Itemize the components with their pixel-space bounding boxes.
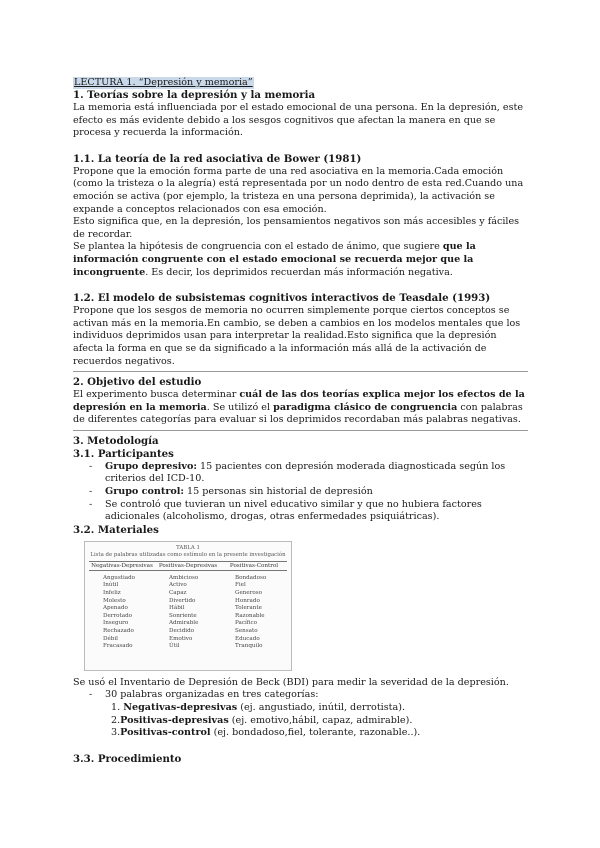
bdi-text: Se usó el Inventario de Depresión de Beck (BDI) para medir la severidad de la depresión. xyxy=(73,676,509,688)
list-item: - 30 palabras organizadas en tres categorías: xyxy=(89,689,319,701)
hypothesis-highlight: que la información congruente con el estado emocional se recuerda mejor que la incongruente xyxy=(73,241,476,278)
section-1-1-heading: 1.1. La teoría de la red asociativa de Bower (1981) xyxy=(73,152,362,165)
table-cell: Apenado xyxy=(103,605,128,612)
table-cell: Ambicioso xyxy=(169,574,199,581)
table-header: Positivas-Control xyxy=(229,562,279,569)
category-item: 3.Positivas-control (ej. bondadoso,fiel, tolerante, razonable..). xyxy=(111,727,421,739)
table-cell: Pacífico xyxy=(235,620,258,627)
section-3-1-heading: 3.1. Participantes xyxy=(73,447,174,460)
table-cell: Tolerante xyxy=(235,605,262,612)
table-cell: Emotivo xyxy=(169,635,193,642)
table-cell: Útil xyxy=(169,643,180,650)
table-header: Negativas-Depresivas xyxy=(91,562,153,569)
category-list xyxy=(73,702,528,740)
table-cell: Infeliz xyxy=(103,590,121,597)
table-cell: Bondadoso xyxy=(235,574,267,581)
table-subcaption: Lista de palabras utilizadas como estímulo en la presente investigación xyxy=(90,551,286,558)
table-body xyxy=(89,575,287,651)
divider xyxy=(73,430,528,431)
section-1-heading: 1. Teorías sobre la depresión y la memoria xyxy=(73,89,316,101)
table-caption: TABLA 1 xyxy=(176,544,200,551)
divider xyxy=(73,371,528,372)
table-header-row xyxy=(89,561,287,571)
category-item: 1. Negativas-depresivas (ej. angustiado, inútil, derrotista). xyxy=(111,702,406,714)
section-2-body: El experimento busca determinar cuál de las dos teorías explica mejor los efectos de la depresión en la memoria. Se utilizó el paradigma clásico de congruencia con palabras de diferentes categorías para evaluar si los deprimidos recordaban más palabras negativas. xyxy=(73,389,525,426)
table-column xyxy=(89,575,155,651)
list-item: - Se controló que tuvieran un nivel educativo similar y que no hubiera factores adicionales (alcoholismo, drogas, otras enfermedades psiquiátricas). xyxy=(89,498,482,523)
table-cell: Generoso xyxy=(235,590,262,597)
table-cell: Honrado xyxy=(235,597,260,604)
section-3-2-heading: 3.2. Materiales xyxy=(73,523,159,536)
section-1-body: La memoria está influenciada por el estado emocional de una persona. En la depresión, este efecto es más evidente debido a los sesgos cognitivos que afectan la manera en que se procesa y recuerda la información. xyxy=(73,102,524,139)
table-cell: Débil xyxy=(103,635,118,642)
table-cell: Sonriente xyxy=(169,612,197,619)
table-cell: Inseguro xyxy=(103,620,129,627)
table-cell: Tranquilo xyxy=(235,643,263,650)
participants-list xyxy=(73,461,528,524)
table-cell: Angustiado xyxy=(103,574,136,581)
section-3-heading: 3. Metodología xyxy=(73,434,159,447)
table-cell: Inútil xyxy=(103,582,119,589)
section-1-2-body: Propone que los sesgos de memoria no ocurren simplemente porque ciertos conceptos se activan más en la memoria.En cambio, se deben a cambios en los modelos mentales que los individuos deprimidos usan para interpretar la realidad.Esto significa que la depresión afecta la forma en que se da significado a la información más allá de la activación de recuerdos negativos. xyxy=(73,305,521,367)
table-cell: Razonable xyxy=(235,612,265,619)
section-1-1-paragraph-2: Esto significa que, en la depresión, los pensamientos negativos son más accesibles y fáciles de recordar. xyxy=(73,216,520,240)
section-1-1-paragraph-3: Se plantea la hipótesis de congruencia con el estado de ánimo, que sugiere que la información congruente con el estado emocional se recuerda mejor que la incongruente. Es decir, los deprimidos recuerdan más información negativa. xyxy=(73,241,476,278)
table-cell: Decidido xyxy=(169,628,195,634)
table-cell: Fiel xyxy=(235,582,246,589)
table-cell: Capaz xyxy=(169,590,187,597)
section-1-2-heading: 1.2. El modelo de subsistemas cognitivos interactivos de Teasdale (1993) xyxy=(73,292,491,305)
section-2-heading: 2. Objetivo del estudio xyxy=(73,376,202,389)
lecture-title: LECTURA 1. “Depresión y memoria” xyxy=(74,77,253,88)
table-header: Positivas-Depresivas xyxy=(158,562,218,569)
materials-list xyxy=(73,689,528,702)
section-3-3-heading: 3.3. Procedimiento xyxy=(73,752,182,765)
table-cell: Educado xyxy=(235,635,260,642)
table-cell: Rechazado xyxy=(103,628,134,634)
table-cell: Fracasado xyxy=(103,643,133,650)
table-cell: Molesto xyxy=(103,597,126,604)
table-cell: Divertido xyxy=(169,597,196,604)
table-cell: Hábil xyxy=(169,605,185,612)
word-list-table-image xyxy=(84,541,292,671)
section-1-1-paragraph-1: Propone que la emoción forma parte de una red asociativa en la memoria.Cada emoción (como la tristeza o la alegría) está representada por un nodo dentro de esta red.Cuando una emoción se activa (por ejemplo, la tristeza en una persona deprimida), la activación se expande a conceptos relacionados con esa emoción. xyxy=(73,165,524,215)
document-page xyxy=(73,70,528,766)
table-column xyxy=(221,575,287,651)
list-item: - Grupo control: 15 personas sin historial de depresión xyxy=(89,486,373,498)
category-item: 2.Positivas-depresivas (ej. emotivo,hábil, capaz, admirable). xyxy=(111,714,413,726)
table-cell: Derrotado xyxy=(103,612,133,619)
list-item: - Grupo depresivo: 15 pacientes con depresión moderada diagnosticada según los criterios del ICD-10. xyxy=(89,460,506,485)
table-cell: Sensato xyxy=(235,628,258,634)
table-column xyxy=(155,575,221,651)
table-cell: Activo xyxy=(169,582,187,589)
table-cell: Admirable xyxy=(169,620,199,627)
